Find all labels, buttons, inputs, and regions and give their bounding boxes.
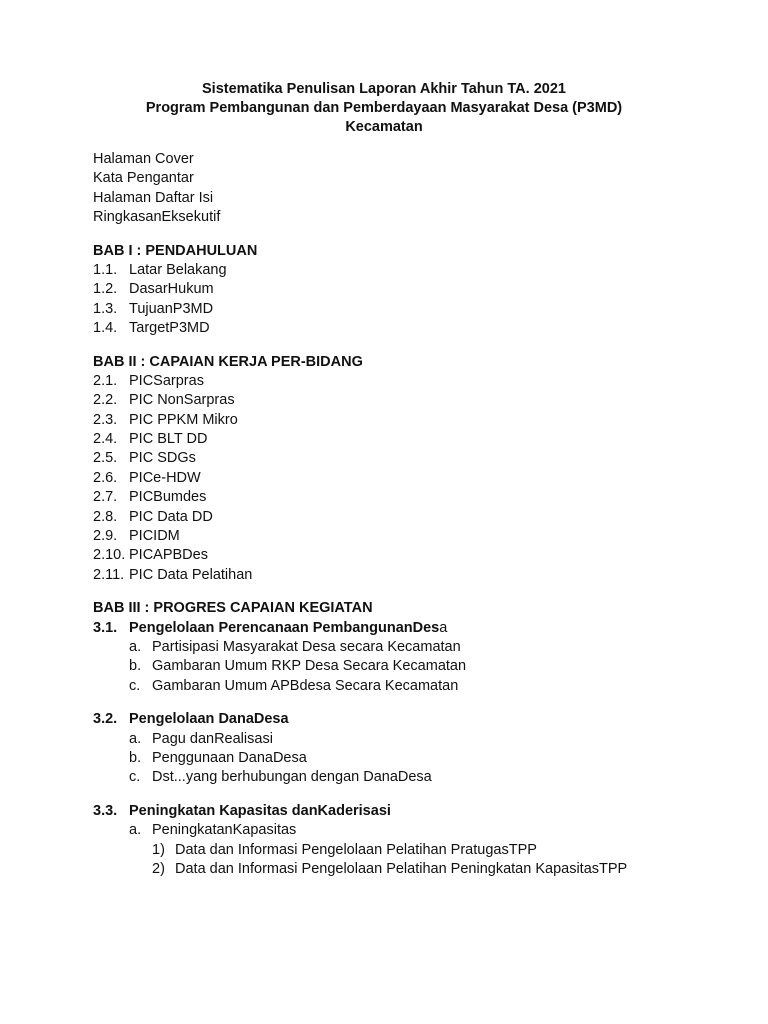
item-number: 2.8. — [93, 508, 118, 525]
sub-item-label: Partisipasi Masyarakat Desa secara Kecamatan — [152, 638, 461, 655]
header-title: Sistematika Penulisan Laporan Akhir Tahun TA. 2021 — [202, 81, 566, 97]
sub-item-letter: b. — [129, 658, 142, 675]
sub-sub-item-label: Data dan Informasi Pengelolaan Pelatihan Peningkatan KapasitasTPP — [175, 860, 628, 877]
sub-sub-item — [93, 860, 743, 879]
item-label: TujuanP3MD — [129, 300, 214, 317]
section-title — [129, 802, 391, 821]
item-label: PIC NonSarpras — [129, 392, 235, 409]
item-label: PIC Data Pelatihan — [129, 566, 253, 583]
sub-item — [93, 657, 743, 676]
list-item — [93, 319, 743, 338]
item-label: Latar Belakang — [129, 261, 227, 278]
item-label: PICAPBDes — [129, 547, 208, 564]
section-number: 3.1. — [93, 619, 118, 636]
item-label: PICSarpras — [129, 372, 204, 389]
item-label: TargetP3MD — [129, 320, 210, 337]
list-item — [93, 508, 743, 527]
list-item — [93, 469, 743, 488]
sub-item-letter: c. — [129, 769, 141, 786]
document-header — [0, 80, 768, 137]
section-title-bold: Pengelolaan DanaDesa — [129, 711, 289, 728]
list-item — [93, 430, 743, 449]
item-label: PIC BLT DD — [129, 431, 208, 448]
sub-item-label: PeningkatanKapasitas — [152, 822, 297, 839]
bab3-heading: BAB III : PROGRES CAPAIAN KEGIATAN — [93, 600, 373, 617]
item-number: 2.1. — [93, 372, 118, 389]
item-label: DasarHukum — [129, 281, 214, 298]
item-number: 1.4. — [93, 320, 118, 337]
section-heading — [93, 710, 743, 729]
item-number: 2.2. — [93, 392, 118, 409]
sub-sub-item-number: 2) — [152, 860, 165, 877]
item-label: PIC PPKM Mikro — [129, 411, 238, 428]
bab2-heading: BAB II : CAPAIAN KERJA PER-BIDANG — [93, 353, 363, 370]
list-item — [93, 261, 743, 280]
list-item — [93, 280, 743, 299]
header-kecamatan: Kecamatan — [345, 119, 423, 135]
sub-item-letter: a. — [129, 822, 142, 839]
sub-item-label: Gambaran Umum RKP Desa Secara Kecamatan — [152, 658, 467, 675]
item-number: 2.9. — [93, 528, 118, 545]
item-number: 1.1. — [93, 261, 118, 278]
section-title — [129, 619, 447, 638]
sub-item-label: Pagu danRealisasi — [152, 730, 273, 747]
list-item — [93, 546, 743, 565]
front-matter-item: Kata Pengantar — [93, 170, 194, 187]
front-matter-item: RingkasanEksekutif — [93, 209, 221, 226]
section-number: 3.3. — [93, 802, 118, 819]
bab2-list — [93, 372, 743, 585]
item-label: PICIDM — [129, 528, 180, 545]
list-item — [93, 449, 743, 468]
section-title-bold: Pengelolaan Perencanaan PembangunanDes — [129, 619, 440, 636]
list-item — [93, 300, 743, 319]
document-body — [93, 150, 743, 879]
item-number: 2.6. — [93, 469, 118, 486]
item-number: 2.5. — [93, 450, 118, 467]
header-program: Program Pembangunan dan Pemberdayaan Masyarakat Desa (P3MD) — [145, 100, 623, 116]
item-number: 2.3. — [93, 411, 118, 428]
item-label: PICBumdes — [129, 489, 207, 506]
sub-item — [93, 821, 743, 840]
sub-item — [93, 638, 743, 657]
front-matter-list — [93, 150, 743, 228]
list-item — [93, 566, 743, 585]
list-item — [93, 391, 743, 410]
sub-sub-item-number: 1) — [152, 841, 165, 858]
section-title — [129, 710, 289, 729]
list-item — [93, 527, 743, 546]
item-number: 2.7. — [93, 489, 118, 506]
front-matter-item: Halaman Daftar Isi — [93, 189, 214, 206]
sub-item — [93, 730, 743, 749]
sub-item — [93, 677, 743, 696]
sub-item — [93, 768, 743, 787]
sub-sub-item-label: Data dan Informasi Pengelolaan Pelatihan PratugasTPP — [175, 841, 537, 858]
sub-item-letter: b. — [129, 749, 142, 766]
list-item — [93, 411, 743, 430]
item-number: 2.10. — [93, 547, 126, 564]
bab1-list — [93, 261, 743, 339]
section-title-bold: Peningkatan Kapasitas danKaderisasi — [129, 802, 391, 819]
section-heading — [93, 802, 743, 821]
sub-item-label: Gambaran Umum APBdesa Secara Kecamatan — [152, 677, 459, 694]
item-label: PICe-HDW — [129, 469, 201, 486]
sub-item-letter: a. — [129, 638, 142, 655]
bab1-heading: BAB I : PENDAHULUAN — [93, 242, 258, 259]
front-matter-item: Halaman Cover — [93, 151, 194, 167]
item-number: 1.2. — [93, 281, 118, 298]
item-number: 2.11. — [93, 566, 125, 583]
section-title-rest: a — [439, 619, 448, 636]
list-item — [93, 488, 743, 507]
sub-item-label: Penggunaan DanaDesa — [152, 749, 307, 766]
sub-item-letter: a. — [129, 730, 142, 747]
item-number: 1.3. — [93, 300, 118, 317]
section-heading — [93, 619, 743, 638]
sub-item — [93, 749, 743, 768]
item-label: PIC SDGs — [129, 450, 196, 467]
sub-item-letter: c. — [129, 677, 141, 694]
item-number: 2.4. — [93, 431, 118, 448]
sub-sub-item — [93, 841, 743, 860]
sub-item-label: Dst...yang berhubungan dengan DanaDesa — [152, 769, 432, 786]
item-label: PIC Data DD — [129, 508, 213, 525]
section-number: 3.2. — [93, 711, 118, 728]
list-item — [93, 372, 743, 391]
